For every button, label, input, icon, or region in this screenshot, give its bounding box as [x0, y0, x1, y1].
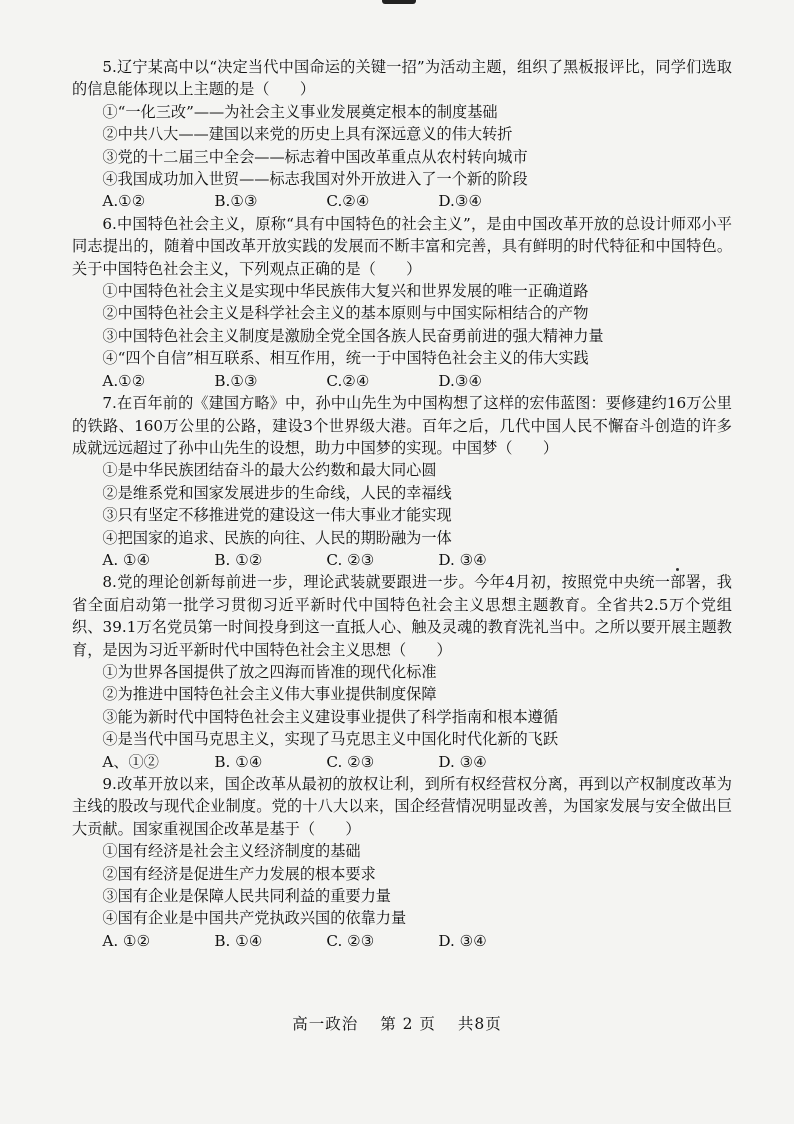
- option-d: D. ③④: [438, 550, 487, 569]
- question-9: [72, 773, 732, 952]
- option-d: D.③④: [438, 371, 483, 390]
- option-c: C. ②③: [326, 931, 375, 950]
- footer-page-number: 第 2 页: [380, 1015, 436, 1033]
- option-d: D.③④: [438, 192, 483, 211]
- answer-options: [72, 751, 732, 773]
- statement: ③党的十二届三中全会——标志着中国改革重点从农村转向城市: [102, 147, 528, 166]
- answer-options: [72, 930, 732, 952]
- question-stem: 8.党的理论创新每前进一步，理论武装就要跟进一步。今年4月初，按照党中央统一部署，我省全面启动第一批学习贯彻习近平新时代中国特色社会主义思想主题教育。全省共2.5万个党组织、39.1万名党员第一时间投身到这一直抵人心、触及灵魂的教育洗礼当中。之所以要开展主题教育，是因为习近平新时代中国特色社会主义思想（ ）: [72, 573, 732, 659]
- statement: ②是维系党和国家发展进步的生命线，人民的幸福线: [102, 483, 452, 502]
- statement: ④是当代中国马克思主义，实现了马克思主义中国化时代化新的飞跃: [102, 730, 559, 749]
- statement: ①国有经济是社会主义经济制度的基础: [102, 842, 361, 861]
- option-a: A. ①②: [102, 931, 151, 950]
- question-list: [72, 56, 732, 952]
- question-7: [72, 392, 732, 571]
- option-a: A、①②: [102, 752, 159, 771]
- option-c: C.②④: [326, 371, 370, 390]
- option-c: C. ②③: [326, 752, 375, 771]
- question-8: [72, 571, 732, 773]
- question-6: [72, 213, 732, 392]
- statement: ④“四个自信”相互联系、相互作用，统一于中国特色社会主义的伟大实践: [102, 349, 589, 368]
- question-stem: 9.改革开放以来，国企改革从最初的放权让利，到所有权经营权分离，再到以产权制度改革为主线的股改与现代企业制度。党的十八大以来，国企经营情况明显改善，为国家发展与安全做出巨大贡献。国家重视国企改革是基于（ ）: [72, 775, 732, 838]
- statement: ①“一化三改”——为社会主义事业发展奠定根本的制度基础: [102, 102, 498, 121]
- question-stem: 6.中国特色社会主义，原称“具有中国特色的社会主义”，是由中国改革开放的总设计师邓小平同志提出的，随着中国改革开放实践的发展而不断丰富和完善，具有鲜明的时代特征和中国特色。关于中国特色社会主义，下列观点正确的是（ ）: [72, 214, 732, 278]
- statement: ③中国特色社会主义制度是激励全党全国各族人民奋勇前进的强大精神力量: [102, 326, 604, 345]
- option-b: B. ①④: [214, 931, 263, 950]
- option-a: A. ①④: [102, 550, 151, 569]
- statement: ④国有企业是中国共产党执政兴国的依靠力量: [102, 909, 407, 928]
- statement: ②为推进中国特色社会主义伟大事业提供制度保障: [102, 685, 437, 704]
- option-b: B. ①④: [214, 752, 263, 771]
- statement: ③国有企业是保障人民共同利益的重要力量: [102, 887, 391, 906]
- option-c: C. ②③: [326, 550, 375, 569]
- option-d: D. ③④: [438, 752, 487, 771]
- statement: ④我国成功加入世贸——标志我国对外开放进入了一个新的阶段: [102, 170, 528, 189]
- statement: ②国有经济是促进生产力发展的根本要求: [102, 864, 376, 883]
- answer-options: [72, 190, 732, 212]
- footer-page-total: 共8页: [457, 1015, 502, 1033]
- footer-subject: 高一政治: [292, 1015, 359, 1033]
- question-stem: 5.辽宁某高中以“决定当代中国命运的关键一招”为活动主题，组织了黑板报评比，同学们选取的信息能体现以上主题的是（ ）: [72, 58, 732, 99]
- option-b: B.①③: [214, 192, 258, 211]
- page-edge-mark: [382, 0, 416, 4]
- answer-options: [72, 370, 732, 392]
- question-stem: 7.在百年前的《建国方略》中，孙中山先生为中国构想了这样的宏伟蓝图：要修建约16万公里的铁路、160万公里的公路，建设3个世界级大港。百年之后，几代中国人民不懈奋斗创造的许多成就远远超过了孙中山先生的设想，助力中国梦的实现。中国梦（ ）: [72, 394, 732, 457]
- statement: ④把国家的追求、民族的向往、人民的期盼融为一体: [102, 528, 452, 547]
- statement: ①中国特色社会主义是实现中华民族伟大复兴和世界发展的唯一正确道路: [102, 282, 589, 301]
- statement: ②中国特色社会主义是科学社会主义的基本原则与中国实际相结合的产物: [102, 304, 589, 323]
- option-b: B. ①②: [214, 550, 263, 569]
- statement: ①为世界各国提供了放之四海而皆准的现代化标准: [102, 662, 437, 681]
- statement: ③能为新时代中国特色社会主义建设事业提供了科学指南和根本遵循: [102, 707, 559, 726]
- statement: ③只有坚定不移推进党的建设这一伟大事业才能实现: [102, 506, 452, 525]
- option-d: D. ③④: [438, 931, 487, 950]
- option-a: A.①②: [102, 371, 146, 390]
- statement: ②中共八大——建国以来党的历史上具有深远意义的伟大转折: [102, 125, 513, 144]
- option-b: B.①③: [214, 371, 258, 390]
- option-a: A.①②: [102, 192, 146, 211]
- question-5: [72, 56, 732, 213]
- statement: ①是中华民族团结奋斗的最大公约数和最大同心圆: [102, 461, 437, 480]
- answer-options: [72, 549, 732, 571]
- page-footer: [0, 1012, 794, 1034]
- option-c: C.②④: [326, 192, 370, 211]
